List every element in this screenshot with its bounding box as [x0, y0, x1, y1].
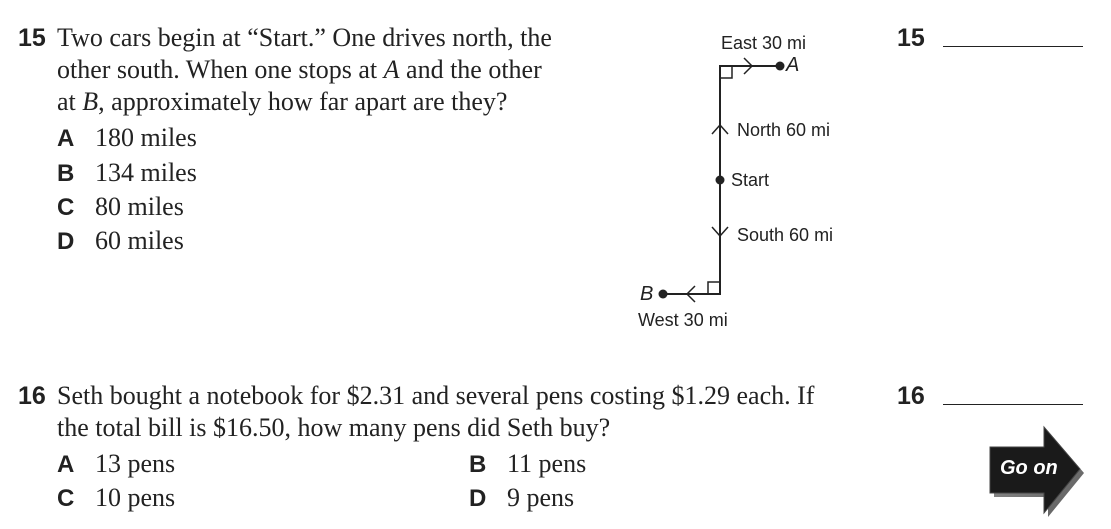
question-16-line-2: the total bill is $16.50, how many pens did Seth buy? [57, 413, 611, 442]
arrow-east-icon [744, 58, 752, 74]
point-b-label: B [640, 283, 654, 305]
option-letter: A [57, 451, 75, 478]
option-letter: D [469, 485, 487, 512]
option-text: 11 pens [507, 449, 587, 478]
q15-option-c[interactable] [57, 192, 184, 223]
start-dot [716, 176, 725, 185]
question-16-line-1: Seth bought a notebook for $2.31 and several pens costing $1.29 each. If [57, 381, 815, 410]
go-on-label[interactable]: Go on [1000, 457, 1058, 479]
answer-blank-16[interactable] [943, 404, 1083, 405]
start-label: Start [731, 170, 770, 190]
arrow-west-icon [687, 286, 695, 302]
option-letter: C [57, 194, 75, 221]
q15-option-a[interactable] [57, 123, 197, 154]
north-label: North 60 mi [737, 120, 831, 140]
q16-option-b[interactable] [469, 449, 586, 480]
right-angle-marker-top [720, 66, 732, 78]
variable-b: B [82, 87, 99, 116]
point-b-dot [659, 290, 668, 299]
question-16-text [57, 380, 887, 444]
right-angle-marker-bottom [708, 282, 720, 294]
question-15-line-2: other south. When one stops at A and the other [57, 55, 542, 84]
route-path-south [663, 180, 720, 294]
option-text: 10 pens [95, 483, 176, 512]
question-15-text [57, 22, 617, 118]
east-label: East 30 mi [721, 33, 807, 53]
arrow-south-icon [712, 227, 728, 236]
option-letter: B [469, 451, 487, 478]
question-15-line-3: at B, approximately how far apart are they? [57, 87, 508, 116]
q15-option-d[interactable] [57, 226, 184, 257]
west-label: West 30 mi [638, 310, 728, 330]
south-label: South 60 mi [737, 225, 834, 245]
question-number-16: 16 [18, 382, 46, 410]
question-15-line-1: Two cars begin at “Start.” One drives north, the [57, 23, 552, 52]
option-letter: A [57, 125, 75, 152]
answer-number-16: 16 [897, 382, 925, 410]
q16-option-d[interactable] [469, 483, 574, 514]
answer-blank-15[interactable] [943, 46, 1083, 47]
variable-a: A [383, 55, 400, 84]
answer-number-15: 15 [897, 24, 925, 52]
option-text: 180 miles [95, 123, 197, 152]
question-number-15: 15 [18, 24, 46, 52]
option-text: 80 miles [95, 192, 184, 221]
option-letter: C [57, 485, 75, 512]
option-text: 134 miles [95, 158, 197, 187]
option-letter: B [57, 160, 75, 187]
option-text: 9 pens [507, 483, 575, 512]
arrow-north-icon [712, 125, 728, 134]
option-letter: D [57, 228, 75, 255]
point-a-label: A [786, 54, 800, 76]
option-text: 60 miles [95, 226, 184, 255]
option-text: 13 pens [95, 449, 176, 478]
point-a-dot [776, 62, 785, 71]
q16-option-c[interactable] [57, 483, 175, 514]
q15-option-b[interactable] [57, 158, 197, 189]
q16-option-a[interactable] [57, 449, 175, 480]
